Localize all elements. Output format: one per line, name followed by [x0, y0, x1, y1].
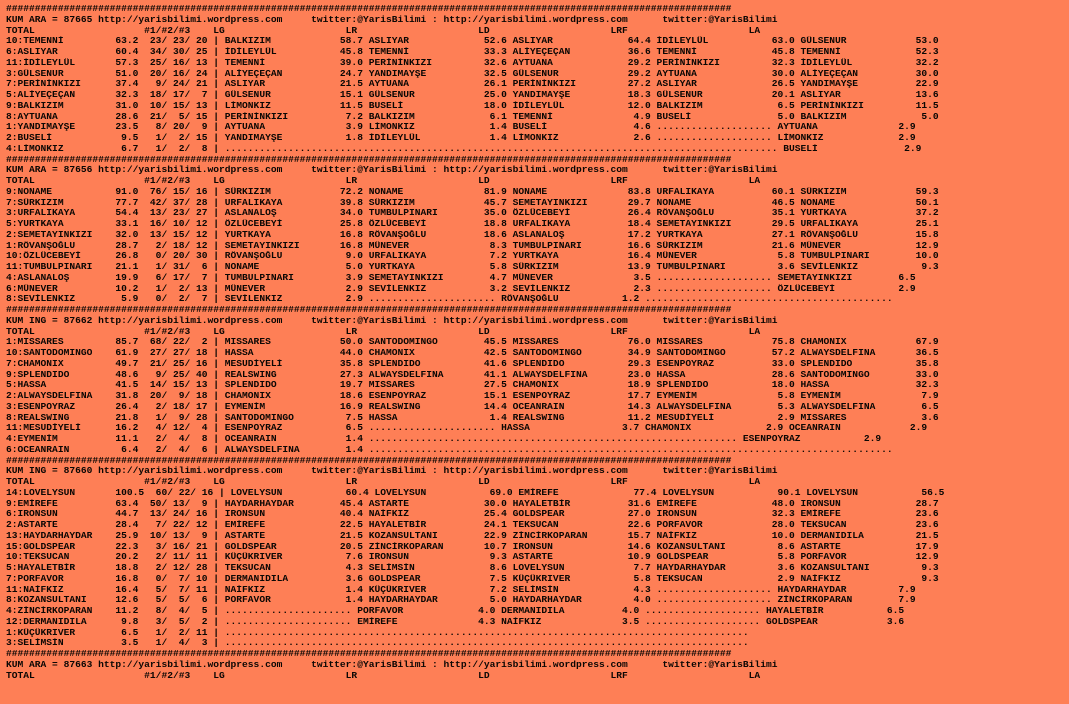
data-row: 6:ASLIYAR 60.4 34/ 30/ 25 | İDİLEYLÜL 45.8 TEMENNİ 33.3 ALİYEÇEÇAN 36.6 TEMENNİ 45.8 TEMENNİ 52.3	[6, 47, 939, 57]
separator-line: ##############################################################################################################################	[6, 649, 732, 659]
data-row: 1:RÖVANŞOĞLU 28.7 2/ 18/ 12 | SEMETAYINKIZI 16.8 MÜNEVER 8.3 TUMBULPINARI 16.6 SÜRKIZIM 21.6 MÜNEVER 12.9	[6, 240, 939, 251]
data-row: 4:ZİNCİRKOPARAN 11.2 8/ 4/ 5 | ...................... PORFAVOR 4.0 DERMANIDILA 4.0 .................... HAYALETBİR 6.5	[6, 606, 905, 616]
separator-line: ##############################################################################################################################	[6, 154, 732, 165]
data-row: 11:İDİLEYLÜL 57.3 25/ 16/ 13 | TEMENNİ 39.0 PERİNİNKIZI 32.6 AYTUANA 29.2 PERİNİNKIZI 32.3 İDİLEYLÜL 32.2	[6, 57, 939, 68]
data-row: 2:BUSELİ 9.5 1/ 2/ 15 | YANDIMAYŞE 1.8 İDİLEYLÜL 1.4 LİMONKIZ 2.6 .................... LİMONKIZ 2.9	[6, 133, 916, 143]
data-row: 10:ÖZLÜCEBEYİ 26.8 0/ 20/ 30 | RÖVANŞOĞLU 9.0 URFALIKAYA 7.2 YURTKAYA 16.4 MÜNEVER 5.8 TUMBULPINARI 10.0	[6, 251, 939, 262]
data-row: 13:HAYDARHAYDAR 25.9 10/ 13/ 9 | ASTARTE 21.5 KOZANSULTANI 22.9 ZİNCİRKOPARAN 15.7 NAİFKIZ 10.0 DERMANIDILA 21.5	[6, 530, 939, 541]
data-row: 8:SEVİLENKIZ 5.9 0/ 2/ 7 | SEVİLENKIZ 2.9 ...................... RÖVANŞOĞLU 1.2 ...........................................	[6, 294, 893, 305]
data-row: 6:MÜNEVER 10.2 1/ 2/ 13 | MÜNEVER 2.9 SEVİLENKIZ 3.2 SEVİLENKIZ 2.3 .................... ÖZLÜCEBEYİ 2.9	[6, 283, 916, 294]
race-header: KUM ING = 87662 http://yarisbilimi.wordpress.com twitter:@YarisBilimi : http://yarisbilimi.wordpress.com twitter:@YarisBilimi	[6, 315, 778, 326]
data-row: 4:LİMONKIZ 6.7 1/ 2/ 8 | ................................................................................................ BUSELİ 2.9	[6, 143, 922, 154]
data-row: 7:PERİNİNKIZI 37.4 9/ 24/ 21 | ASLIYAR 21.5 AYTUANA 26.1 PERİNİNKIZI 27.2 ASLIYAR 26.5 YANDIMAYŞE 22.9	[6, 79, 939, 90]
data-row: 8:KOZANSULTANI 12.6 5/ 5/ 6 | PORFAVOR 1.4 HAYDARHAYDAR 5.0 HAYDARHAYDAR 4.0 .................... ZİNCİRKOPARAN 7.9	[6, 595, 916, 606]
separator-line: ##############################################################################################################################	[6, 455, 732, 466]
column-header: TOTAL #1/#2/#3 LG LR LD LRF LA	[6, 326, 761, 337]
race-stats-document	[6, 4, 1066, 681]
data-row: 3:SELİMSİN 3.5 1/ 4/ 3 | ...........................................................................................	[6, 638, 749, 649]
race-header: KUM ARA = 87665 http://yarisbilimi.wordpress.com twitter:@YarisBilimi : http://yarisbilimi.wordpress.com twitter:@YarisBilimi	[6, 14, 778, 25]
data-row: 9:SPLENDIDO 48.6 9/ 25/ 40 | REALSWING 27.3 ALWAYSDELFINA 41.1 ALWAYSDELFINA 23.0 HASSA 28.6 SANTODOMINGO 33.0	[6, 369, 939, 380]
data-row: 5:HAYALETBİR 18.8 2/ 12/ 28 | TEKSUCAN 4.3 SELİMSİN 8.6 LOVELYSUN 7.7 HAYDARHAYDAR 3.6 KOZANSULTANI 9.3	[6, 563, 939, 573]
data-row: 6:IRONSUN 44.7 13/ 24/ 16 | IRONSUN 40.4 NAİFKIZ 25.4 GOLDSPEAR 27.0 IRONSUN 32.3 EMİREFE 23.6	[6, 509, 939, 520]
column-header: TOTAL #1/#2/#3 LG LR LD LRF LA	[6, 670, 761, 681]
data-row: 8:REALSWING 21.8 1/ 9/ 28 | SANTODOMINGO 7.5 HASSA 1.4 REALSWING 11.2 MESUDİYELİ 2.9 MISSARES 3.6	[6, 412, 939, 423]
race-block	[6, 305, 1066, 456]
data-row: 2:SEMETAYINKIZI 32.0 13/ 15/ 12 | YURTKAYA 16.8 RÖVANŞOĞLU 18.6 ASLANALOŞ 17.2 YURTKAYA 27.1 RÖVANŞOĞLU 15.8	[6, 229, 939, 240]
data-row: 14:LOVELYSUN 100.5 60/ 22/ 16 | LOVELYSUN 60.4 LOVELYSUN 69.0 EMİREFE 77.4 LOVELYSUN 90.1 LOVELYSUN 56.5	[6, 487, 945, 498]
race-block	[6, 456, 1066, 650]
data-row: 10:TEMENNİ 63.2 23/ 23/ 20 | BALKIZIM 58.7 ASLIYAR 52.6 ASLIYAR 64.4 İDİLEYLÜL 63.0 GÜLSENUR 53.0	[6, 36, 939, 47]
data-row: 11:TUMBULPINARI 21.1 1/ 31/ 6 | NONAME 5.0 YURTKAYA 5.8 SÜRKIZIM 13.9 TUMBULPINARI 3.6 SEVİLENKIZ 9.3	[6, 262, 939, 272]
data-row: 6:OCEANRAIN 6.4 2/ 4/ 6 | ALWAYSDELFINA 1.4 ...........................................................................................	[6, 444, 893, 455]
data-row: 10:SANTODOMINGO 61.9 27/ 27/ 18 | HASSA 44.0 CHAMONIX 42.5 SANTODOMINGO 34.9 SANTODOMINGO 57.2 ALWAYSDELFINA 36.5	[6, 348, 939, 358]
data-row: 1:MISSARES 85.7 68/ 22/ 2 | MISSARES 50.0 SANTODOMINGO 45.5 MISSARES 76.0 MISSARES 75.8 CHAMONIX 67.9	[6, 337, 939, 348]
data-row: 4:EYMENİM 11.1 2/ 4/ 8 | OCEANRAIN 1.4 ................................................................ ESENPOYRAZ 2.9	[6, 434, 882, 444]
data-row: 5:ALİYEÇEÇAN 32.3 18/ 17/ 7 | GÜLSENUR 15.1 GÜLSENUR 25.0 YANDIMAYŞE 18.3 GÜLSENUR 20.1 ASLIYAR 13.6	[6, 90, 939, 100]
column-header: TOTAL #1/#2/#3 LG LR LD LRF LA	[6, 176, 761, 186]
data-row: 3:GÜLSENUR 51.0 20/ 16/ 24 | ALİYEÇEÇAN 24.7 YANDIMAYŞE 32.5 GÜLSENUR 29.2 AYTUANA 30.0 ALİYEÇEÇAN 30.0	[6, 68, 939, 79]
data-row: 10:TEKSUCAN 20.2 2/ 11/ 11 | KÜÇÜKRIVER 7.6 IRONSUN 9.3 ASTARTE 10.9 GOLDSPEAR 5.8 PORFAVOR 12.9	[6, 552, 939, 563]
data-row: 8:AYTUANA 28.6 21/ 5/ 15 | PERİNİNKIZI 7.2 BALKIZIM 6.1 TEMENNİ 4.9 BUSELİ 5.0 BALKIZIM 5.0	[6, 111, 939, 122]
race-header: KUM ARA = 87656 http://yarisbilimi.wordpress.com twitter:@YarisBilimi : http://yarisbilimi.wordpress.com twitter:@YarisBilimi	[6, 165, 778, 176]
data-row: 3:URFALIKAYA 54.4 13/ 23/ 27 | ASLANALOŞ 34.0 TUMBULPINARI 35.0 ÖZLÜCEBEYİ 26.4 RÖVANŞOĞLU 35.1 YURTKAYA 37.2	[6, 208, 939, 219]
data-row: 3:ESENPOYRAZ 26.4 2/ 18/ 17 | EYMENİM 16.9 REALSWING 14.4 OCEANRAIN 14.3 ALWAYSDELFINA 5.3 ALWAYSDELFINA 6.5	[6, 401, 939, 412]
data-row: 12:DERMANIDILA 9.8 3/ 5/ 2 | ...................... EMİREFE 4.3 NAİFKIZ 3.5 .................... GOLDSPEAR 3.6	[6, 616, 905, 627]
race-header: KUM ING = 87660 http://yarisbilimi.wordpress.com twitter:@YarisBilimi : http://yarisbilimi.wordpress.com twitter:@YarisBilimi	[6, 466, 778, 477]
separator-line: ##############################################################################################################################	[6, 4, 732, 14]
data-row: 5:YURTKAYA 33.1 16/ 10/ 12 | ÖZLÜCEBEYİ 25.8 ÖZLÜCEBEYİ 18.8 URFALIKAYA 18.4 SEMETAYINKIZI 29.5 URFALIKAYA 25.1	[6, 219, 939, 229]
column-header: TOTAL #1/#2/#3 LG LR LD LRF LA	[6, 25, 761, 36]
data-row: 1:KÜÇÜKRIVER 6.5 1/ 2/ 11 | ...........................................................................................	[6, 627, 749, 638]
data-row: 7:SÜRKIZIM 77.7 42/ 37/ 28 | URFALIKAYA 39.8 SÜRKIZIM 45.7 SEMETAYINKIZI 29.7 NONAME 46.5 NONAME 50.1	[6, 197, 939, 208]
column-header: TOTAL #1/#2/#3 LG LR LD LRF LA	[6, 477, 761, 487]
data-row: 7:CHAMONIX 49.7 21/ 25/ 16 | MESUDİYELİ 35.8 SPLENDIDO 41.6 SPLENDIDO 29.3 ESENPOYRAZ 33.0 SPLENDIDO 35.8	[6, 358, 939, 369]
data-row: 11:MESUDİYELİ 16.2 4/ 12/ 4 | ESENPOYRAZ 6.5 ...................... HASSA 3.7 CHAMONIX 2.9 OCEANRAIN 2.9	[6, 423, 928, 434]
separator-line: ##############################################################################################################################	[6, 305, 732, 315]
race-block	[6, 4, 1066, 155]
race-header: KUM ARA = 87663 http://yarisbilimi.wordpress.com twitter:@YarisBilimi : http://yarisbilimi.wordpress.com twitter:@YarisBilimi	[6, 659, 778, 670]
data-row: 4:ASLANALOŞ 19.9 6/ 17/ 7 | TUMBULPINARI 3.9 SEMETAYINKIZI 4.7 MÜNEVER 3.5 .................... SEMETAYINKIZI 6.5	[6, 272, 916, 283]
data-row: 9:BALKIZIM 31.0 10/ 15/ 13 | LİMONKIZ 11.5 BUSELİ 18.0 İDİLEYLÜL 12.0 BALKIZIM 6.5 PERİNİNKIZI 11.5	[6, 100, 939, 111]
race-block	[6, 155, 1066, 306]
data-row: 15:GOLDSPEAR 22.3 3/ 16/ 21 | GOLDSPEAR 20.5 ZİNCİRKOPARAN 10.7 IRONSUN 14.6 KOZANSULTANI 8.6 ASTARTE 17.9	[6, 541, 939, 552]
data-row: 1:YANDIMAYŞE 23.5 8/ 20/ 9 | AYTUANA 3.9 LİMONKIZ 1.4 BUSELİ 4.6 .................... AYTUANA 2.9	[6, 122, 916, 133]
data-row: 9:EMİREFE 63.4 50/ 13/ 9 | HAYDARHAYDAR 45.4 ASTARTE 30.0 HAYALETBİR 31.6 EMİREFE 48.0 IRONSUN 28.7	[6, 498, 939, 509]
data-row: 5:HASSA 41.5 14/ 15/ 13 | SPLENDIDO 19.7 MISSARES 27.5 CHAMONIX 18.9 SPLENDIDO 18.0 HASSA 32.3	[6, 380, 939, 391]
race-block	[6, 649, 1066, 681]
data-row: 11:NAİFKIZ 16.4 5/ 7/ 11 | NAİFKIZ 1.4 KÜÇÜKRIVER 7.2 SELİMSİN 4.3 .................... HAYDARHAYDAR 7.9	[6, 584, 916, 595]
data-row: 9:NONAME 91.0 76/ 15/ 16 | SÜRKIZIM 72.2 NONAME 81.9 NONAME 83.8 URFALIKAYA 60.1 SÜRKIZIM 59.3	[6, 186, 939, 197]
data-row: 7:PORFAVOR 16.8 0/ 7/ 10 | DERMANIDILA 3.6 GOLDSPEAR 7.5 KÜÇÜKRIVER 5.8 TEKSUCAN 2.9 NAİFKIZ 9.3	[6, 573, 939, 584]
data-row: 2:ASTARTE 28.4 7/ 22/ 12 | EMİREFE 22.5 HAYALETBİR 24.1 TEKSUCAN 22.6 PORFAVOR 28.0 TEKSUCAN 23.6	[6, 520, 939, 530]
data-row: 2:ALWAYSDELFINA 31.8 20/ 9/ 18 | CHAMONIX 18.6 ESENPOYRAZ 15.1 ESENPOYRAZ 17.7 EYMENİM 5.8 EYMENİM 7.9	[6, 391, 939, 401]
